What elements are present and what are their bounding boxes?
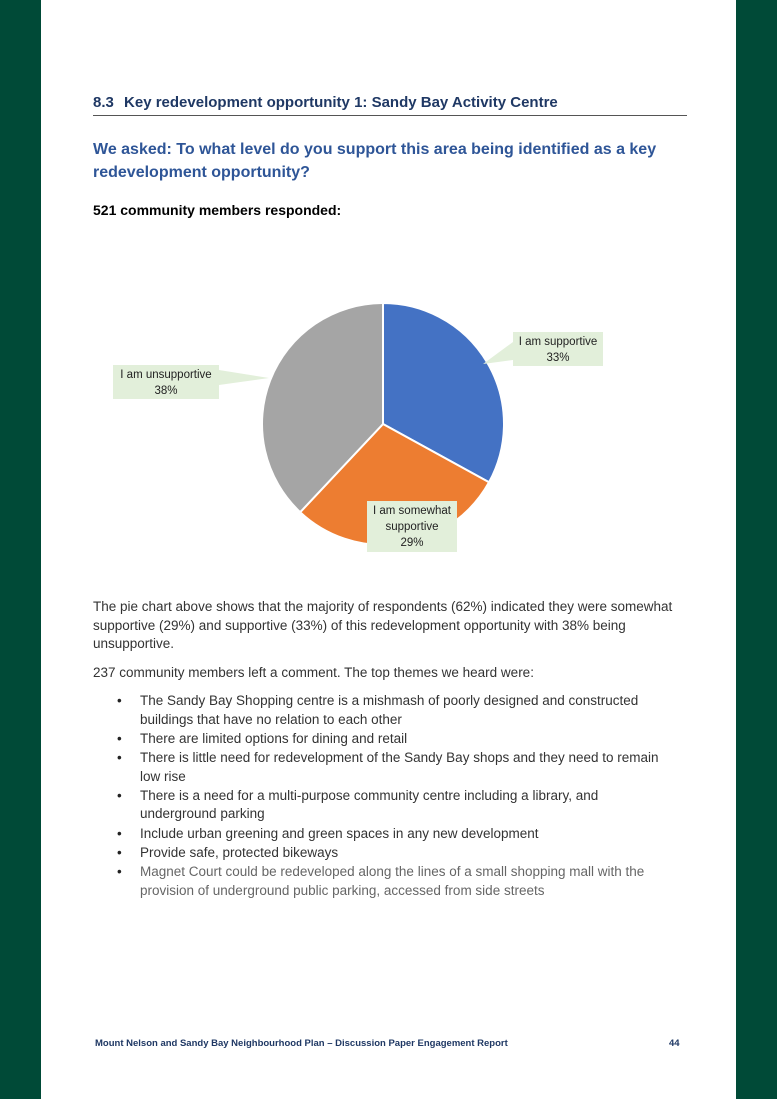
- theme-item: • Include urban greening and green spaces in any new development: [117, 825, 677, 844]
- survey-question: We asked: To what level do you support this area being identified as a key redevelopment opportunity?: [93, 141, 657, 181]
- theme-item: • There is little need for redevelopment of the Sandy Bay shops and they need to remain low rise: [117, 749, 677, 786]
- callout-somewhat-supportive-value: 29%: [400, 537, 424, 549]
- callout-somewhat-supportive-label: I am somewhat supportive: [373, 505, 451, 533]
- theme-item: • Magnet Court could be redeveloped along the lines of a small shopping mall with the provision of underground public parking, accessed from side streets: [117, 863, 677, 900]
- left-page-border: [0, 0, 41, 1099]
- callout-unsupportive-label: I am unsupportive: [120, 369, 212, 381]
- pie-chart: [91, 270, 691, 570]
- leader-unsupportive: [219, 370, 269, 385]
- theme-item: • There is a need for a multi-purpose community centre including a library, and underground parking: [117, 787, 677, 824]
- right-page-border: [736, 0, 777, 1099]
- callout-supportive: [513, 332, 603, 366]
- report-page: [41, 0, 736, 1099]
- section-title: Key redevelopment opportunity 1: Sandy Bay Activity Centre: [124, 94, 558, 111]
- callout-somewhat-supportive: [367, 501, 457, 552]
- section-number: 8.3: [93, 94, 114, 111]
- theme-item: • The Sandy Bay Shopping centre is a mishmash of poorly designed and constructed buildings that have no relation to each other: [117, 692, 677, 729]
- callout-unsupportive-value: 38%: [154, 385, 178, 397]
- section-heading: [93, 94, 687, 116]
- respondent-count: 521 community members responded:: [93, 202, 342, 218]
- footer-title: Mount Nelson and Sandy Bay Neighbourhood Plan – Discussion Paper Engagement Report: [95, 1038, 508, 1049]
- callout-supportive-label: I am supportive: [518, 336, 598, 348]
- themes-list: [117, 692, 677, 901]
- summary-paragraph: The pie chart above shows that the majority of respondents (62%) indicated they were somewhat supportive (29%) and supportive (33%) of this redevelopment opportunity with 38% being unsupportive.: [93, 599, 673, 651]
- theme-item: • There are limited options for dining and retail: [117, 730, 677, 749]
- comments-intro: 237 community members left a comment. The top themes we heard were:: [93, 665, 534, 680]
- callout-unsupportive: [113, 365, 219, 399]
- theme-item: • Provide safe, protected bikeways: [117, 844, 677, 863]
- callout-supportive-value: 33%: [546, 352, 570, 364]
- leader-supportive: [483, 342, 513, 364]
- page-number: 44: [669, 1038, 680, 1049]
